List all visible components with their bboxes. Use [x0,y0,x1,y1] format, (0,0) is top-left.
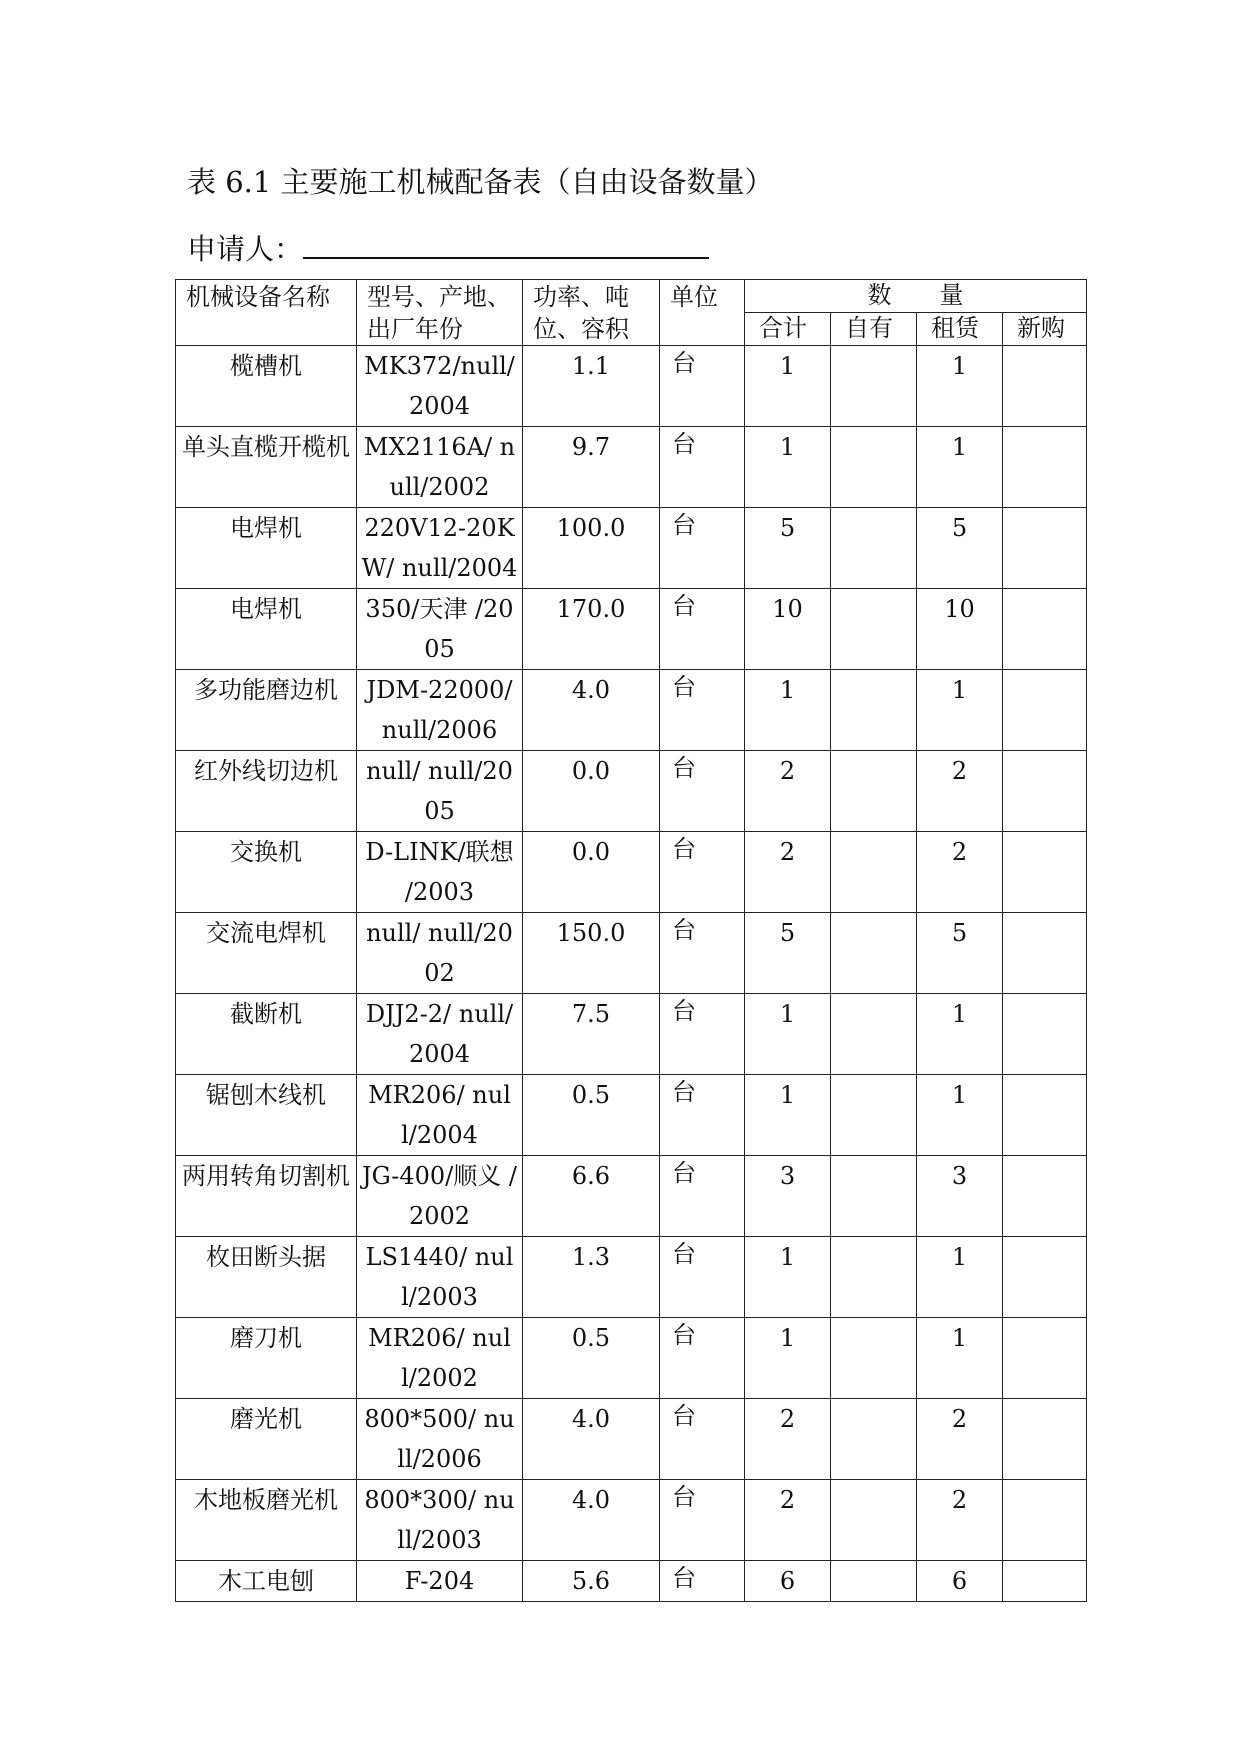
cell-power: 1.3 [523,1237,660,1318]
table-row [176,670,1087,751]
cell-model: MK372/null/2004 [357,346,523,427]
cell-total: 2 [745,832,831,913]
cell-own [831,589,917,670]
cell-own [831,832,917,913]
cell-unit: 台 [660,1318,745,1399]
cell-name: 枚田断头据 [176,1237,357,1318]
table-row [176,1075,1087,1156]
page-title: 表 6.1 主要施工机械配备表（自由设备数量） [187,165,774,199]
table-row [176,1237,1087,1318]
cell-total: 1 [745,346,831,427]
table-row [176,1561,1087,1602]
cell-power: 100.0 [523,508,660,589]
cell-lease: 1 [917,1318,1003,1399]
cell-new [1003,1237,1087,1318]
cell-name: 两用转角切割机 [176,1156,357,1237]
cell-total: 1 [745,1237,831,1318]
cell-own [831,1156,917,1237]
cell-power: 7.5 [523,994,660,1075]
cell-lease: 2 [917,832,1003,913]
cell-lease: 2 [917,1399,1003,1480]
cell-unit: 台 [660,346,745,427]
cell-name: 交流电焊机 [176,913,357,994]
cell-total: 1 [745,427,831,508]
cell-model: 800*300/ null/2003 [357,1480,523,1561]
cell-new [1003,994,1087,1075]
cell-model: LS1440/ null/2003 [357,1237,523,1318]
cell-power: 4.0 [523,670,660,751]
cell-unit: 台 [660,1561,745,1602]
cell-new [1003,508,1087,589]
cell-own [831,1318,917,1399]
cell-power: 5.6 [523,1561,660,1602]
cell-new [1003,346,1087,427]
cell-power: 4.0 [523,1399,660,1480]
cell-total: 5 [745,913,831,994]
cell-own [831,1480,917,1561]
cell-power: 0.5 [523,1075,660,1156]
cell-model: MX2116A/ null/2002 [357,427,523,508]
cell-lease: 5 [917,508,1003,589]
cell-power: 6.6 [523,1156,660,1237]
cell-own [831,508,917,589]
cell-lease: 5 [917,913,1003,994]
header-total: 合计 [745,313,831,346]
cell-name: 电焊机 [176,508,357,589]
header-quantity: 数 量 [745,280,1087,313]
cell-own [831,427,917,508]
cell-model: 220V12-20KW/ null/2004 [357,508,523,589]
cell-model: 350/天津 /2005 [357,589,523,670]
cell-lease: 3 [917,1156,1003,1237]
cell-own [831,670,917,751]
cell-name: 木地板磨光机 [176,1480,357,1561]
cell-lease: 1 [917,1237,1003,1318]
table-row [176,1318,1087,1399]
cell-unit: 台 [660,670,745,751]
cell-total: 2 [745,751,831,832]
cell-total: 1 [745,670,831,751]
cell-new [1003,1075,1087,1156]
cell-total: 10 [745,589,831,670]
cell-unit: 台 [660,832,745,913]
cell-name: 红外线切边机 [176,751,357,832]
cell-power: 9.7 [523,427,660,508]
cell-name: 榄槽机 [176,346,357,427]
cell-total: 2 [745,1480,831,1561]
cell-lease: 1 [917,994,1003,1075]
cell-lease: 10 [917,589,1003,670]
cell-unit: 台 [660,1399,745,1480]
cell-model: 800*500/ null/2006 [357,1399,523,1480]
cell-unit: 台 [660,1156,745,1237]
header-power: 功率、吨位、容积 [523,280,660,346]
cell-model: null/ null/2005 [357,751,523,832]
cell-model: MR206/ null/2004 [357,1075,523,1156]
cell-own [831,1399,917,1480]
cell-power: 0.0 [523,832,660,913]
cell-unit: 台 [660,427,745,508]
cell-new [1003,670,1087,751]
cell-new [1003,1399,1087,1480]
cell-total: 1 [745,1075,831,1156]
table-row [176,913,1087,994]
cell-unit: 台 [660,994,745,1075]
cell-name: 截断机 [176,994,357,1075]
cell-unit: 台 [660,1237,745,1318]
cell-lease: 1 [917,346,1003,427]
cell-unit: 台 [660,913,745,994]
cell-total: 3 [745,1156,831,1237]
cell-new [1003,1156,1087,1237]
cell-new [1003,1561,1087,1602]
cell-total: 6 [745,1561,831,1602]
cell-model: null/ null/2002 [357,913,523,994]
cell-total: 5 [745,508,831,589]
table-row [176,1399,1087,1480]
cell-unit: 台 [660,508,745,589]
cell-model: DJJ2-2/ null/2004 [357,994,523,1075]
cell-model: JG-400/顺义 /2002 [357,1156,523,1237]
cell-power: 150.0 [523,913,660,994]
cell-name: 锯刨木线机 [176,1075,357,1156]
cell-name: 单头直榄开榄机 [176,427,357,508]
cell-total: 1 [745,1318,831,1399]
header-new: 新购 [1003,313,1087,346]
cell-lease: 1 [917,427,1003,508]
cell-new [1003,751,1087,832]
table-row [176,1156,1087,1237]
header-unit: 单位 [660,280,745,346]
table-row [176,427,1087,508]
table-row [176,832,1087,913]
applicant-signature-line [303,257,709,259]
cell-model: JDM-22000/ null/2006 [357,670,523,751]
cell-unit: 台 [660,1075,745,1156]
cell-name: 磨刀机 [176,1318,357,1399]
cell-model: D-LINK/联想 /2003 [357,832,523,913]
cell-model: F-204 [357,1561,523,1602]
header-row [176,280,1087,313]
cell-own [831,913,917,994]
cell-own [831,994,917,1075]
cell-own [831,1075,917,1156]
cell-lease: 6 [917,1561,1003,1602]
cell-name: 磨光机 [176,1399,357,1480]
cell-new [1003,589,1087,670]
cell-total: 2 [745,1399,831,1480]
equipment-table [175,279,1087,1602]
cell-own [831,1237,917,1318]
cell-power: 4.0 [523,1480,660,1561]
cell-new [1003,913,1087,994]
cell-unit: 台 [660,589,745,670]
cell-own [831,751,917,832]
cell-name: 电焊机 [176,589,357,670]
header-name: 机械设备名称 [176,280,357,346]
applicant-label: 申请人： [187,232,304,266]
cell-unit: 台 [660,751,745,832]
table-row [176,994,1087,1075]
header-model: 型号、产地、出厂年份 [357,280,523,346]
cell-lease: 1 [917,1075,1003,1156]
header-lease: 租赁 [917,313,1003,346]
cell-power: 0.5 [523,1318,660,1399]
cell-power: 0.0 [523,751,660,832]
table-row [176,508,1087,589]
cell-name: 多功能磨边机 [176,670,357,751]
cell-own [831,346,917,427]
table-row [176,589,1087,670]
cell-name: 交换机 [176,832,357,913]
cell-model: MR206/ null/2002 [357,1318,523,1399]
cell-new [1003,427,1087,508]
cell-power: 1.1 [523,346,660,427]
cell-name: 木工电刨 [176,1561,357,1602]
cell-lease: 2 [917,751,1003,832]
header-own: 自有 [831,313,917,346]
cell-new [1003,1480,1087,1561]
cell-new [1003,1318,1087,1399]
cell-total: 1 [745,994,831,1075]
cell-lease: 2 [917,1480,1003,1561]
cell-new [1003,832,1087,913]
cell-lease: 1 [917,670,1003,751]
cell-own [831,1561,917,1602]
table-row [176,1480,1087,1561]
table-row [176,346,1087,427]
cell-unit: 台 [660,1480,745,1561]
table-row [176,751,1087,832]
cell-power: 170.0 [523,589,660,670]
